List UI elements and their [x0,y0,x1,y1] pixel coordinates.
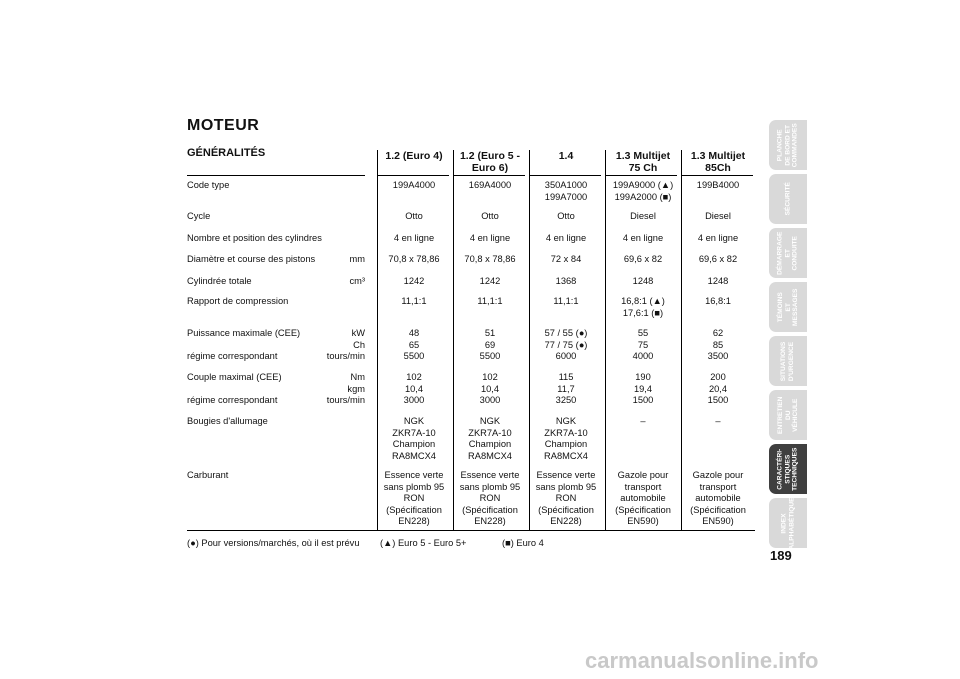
chapter-tab[interactable] [769,336,807,386]
table-cell: 4 en ligne [545,233,587,243]
column-header: 1.2 (Euro 4) [385,150,443,162]
table-cell: Otto [405,211,423,221]
divider [605,175,677,176]
row-unit: Nm [350,372,365,382]
footnote-euro4: (■) Euro 4 [502,538,544,548]
table-cell: 70,8 x 78,86 [464,254,516,264]
table-cell: 11,1:1 [553,296,579,306]
table-cell: 115 11,7 3250 [555,372,577,405]
table-cell: 48 65 5500 [403,328,425,361]
table-cell: 69,6 x 82 [623,254,663,264]
table-cell: 200 20,4 1500 [707,372,729,405]
watermark: carmanualsonline.info [585,648,819,673]
table-cell: 199A9000 (▲) 199A2000 (■) [612,180,674,202]
chapter-tab[interactable] [769,120,807,170]
table-cell: – [640,416,646,426]
table-cell: 55 75 4000 [632,328,654,361]
row-label [187,470,365,482]
table-cell: 1248 [632,276,654,286]
divider [453,175,525,176]
chapter-tab[interactable] [769,498,807,548]
chapter-tab-label: PLANCHE DE BORD ET COMMANDES [776,123,799,167]
row-label-text: Bougies d'allumage [187,416,268,426]
row-label [187,296,365,308]
chapter-tab[interactable] [769,390,807,440]
row-label-text: Cycle [187,211,211,221]
chapter-tab[interactable] [769,228,807,278]
table-cell: 102 10,4 3000 [479,372,501,405]
table-cell: 4 en ligne [469,233,511,243]
table-cell: 51 69 5500 [479,328,501,361]
row-label [187,211,365,223]
row-unit: cm³ [349,276,365,286]
chapter-tab-label: ENTRETIEN DU VÉHICULE [776,396,799,434]
row-label-text: Puissance maximale (CEE) [187,328,301,338]
divider [681,175,753,176]
table-cell: Essence verte sans plomb 95 RON (Spécification EN228) [535,470,597,526]
table-cell: 102 10,4 3000 [403,372,425,405]
column-header: 1.4 [558,150,574,162]
torque-regime-label: régime correspondant [187,395,278,405]
table-cell: Gazole pour transport automobile (Spécification EN590) [615,470,671,526]
row-label [187,328,365,340]
row-label-text: Diamètre et course des pistons [187,254,316,264]
power-ch-unit: Ch [353,339,365,350]
table-cell: Diesel [630,211,656,221]
table-cell: NGK ZKR7A-10 Champion RA8MCX4 [468,416,512,461]
row-label [187,276,365,288]
page-title: MOTEUR [187,117,260,134]
row-label-text: Rapport de compression [187,296,289,306]
chapter-tab-label: CARACTÉRI- STIQUES TECHNIQUES [776,447,799,491]
table-cell: 169A4000 [468,180,512,190]
chapter-tab-label: INDEX ALPHABÉTIQUE [780,496,795,550]
table-cell: 199B4000 [696,180,740,190]
table-cell: 199A4000 [392,180,436,190]
chapter-tab[interactable] [769,174,807,224]
table-cell: 11,1:1 [401,296,427,306]
chapter-tab-label: TÉMOINS ET MESSAGES [776,288,799,326]
chapter-tab[interactable] [769,282,807,332]
page-number: 189 [770,548,792,563]
chapter-tab-label: SITUATIONS D'URGENCE [780,341,796,381]
column-header: 1.3 Multijet 85Ch [690,150,746,174]
table-cell: Diesel [705,211,731,221]
table-cell: Essence verte sans plomb 95 RON (Spécification EN228) [383,470,445,526]
table-cell: Gazole pour transport automobile (Spécification EN590) [690,470,746,526]
table-cell: 69,6 x 82 [698,254,738,264]
table-cell: 16,8:1 [705,296,731,306]
table-cell: NGK ZKR7A-10 Champion RA8MCX4 [392,416,436,461]
row-label [187,233,365,245]
row-label-text: Code type [187,180,230,190]
table-cell: NGK ZKR7A-10 Champion RA8MCX4 [544,416,588,461]
divider [187,530,755,531]
column-header: 1.3 Multijet 75 Ch [615,150,671,174]
footnote-versions: (●) Pour versions/marchés, où il est prévu [187,538,360,548]
torque-kgm-unit: kgm [347,383,365,394]
table-cell: 190 19,4 1500 [632,372,654,405]
column-header: 1.2 (Euro 5 - Euro 6) [459,150,521,174]
table-cell: Otto [557,211,575,221]
row-label [187,254,365,266]
table-cell: 1368 [555,276,577,286]
row-label-text: Cylindrée totale [187,276,252,286]
table-cell: – [715,416,721,426]
table-cell: 70,8 x 78,86 [388,254,440,264]
table-cell: 72 x 84 [550,254,582,264]
row-label-text: Couple maximal (CEE) [187,372,282,382]
divider [377,175,449,176]
table-cell: 4 en ligne [393,233,435,243]
chapter-tab-label: SÉCURITÉ [784,182,792,216]
chapter-tab[interactable] [769,444,807,494]
table-cell: 4 en ligne [622,233,664,243]
table-cell: 350A1000 199A7000 [544,180,588,202]
table-cell: 16,8:1 (▲) 17,6:1 (■) [621,296,665,318]
row-unit: mm [349,254,365,264]
divider [187,175,365,176]
table-cell: Otto [481,211,499,221]
table-cell: 11,1:1 [477,296,503,306]
table-cell: 1248 [707,276,729,286]
chapter-tab-label: DÉMARRAGE ET CONDUITE [776,231,799,275]
row-label [187,372,365,384]
row-label [187,416,365,428]
table-cell: 57 / 55 (●) 77 / 75 (●) 6000 [544,328,588,361]
table-cell: 1242 [403,276,425,286]
section-heading: GÉNÉRALITÉS [187,147,266,159]
row-unit: kW [351,328,365,338]
table-cell: Essence verte sans plomb 95 RON (Spécification EN228) [459,470,521,526]
table-cell: 4 en ligne [697,233,739,243]
table-cell: 62 85 3500 [707,328,729,361]
row-label [187,180,365,192]
row-label-text: Carburant [187,470,229,480]
footnote-euro5: (▲) Euro 5 - Euro 5+ [380,538,467,548]
power-regime-label: régime correspondant [187,351,278,361]
power-regime-unit: tours/min [326,351,365,361]
divider [529,175,601,176]
torque-regime-unit: tours/min [326,395,365,405]
row-label-text: Nombre et position des cylindres [187,233,322,243]
table-cell: 1242 [479,276,501,286]
